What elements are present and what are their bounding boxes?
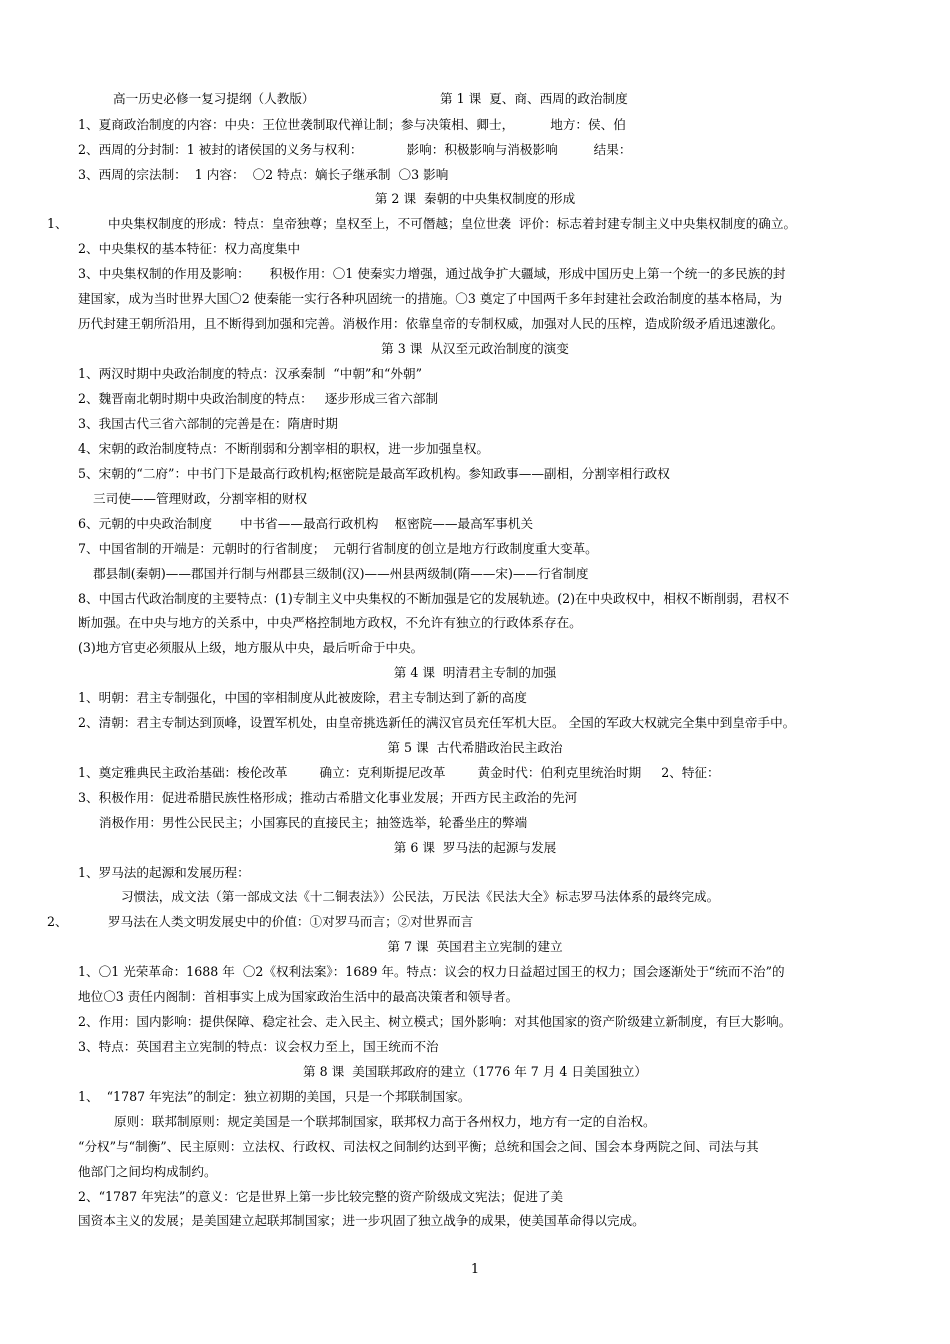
text-line: 消极作用：男性公民民主；小国寡民的直接民主；抽签选举，轮番坐庄的弊端 <box>99 815 528 830</box>
text-line: 8、中国古代政治制度的主要特点：(1)专制主义中央集权的不断加强是它的发展轨迹。(2)在中央政权中，相权不断削弱，君权不 <box>78 591 790 606</box>
text-line: 1、明朝：君主专制强化，中国的宰相制度从此被废除，君主专制达到了新的高度 <box>78 690 527 705</box>
text-line: 历代封建王朝所沿用，且不断得到加强和完善。消极作用：依靠皇帝的专制权威，加强对人民的压榨，造成阶级矛盾迅速激化。 <box>78 316 784 331</box>
text-line: 1、奠定雅典民主政治基础：梭伦改革 确立：克利斯提尼改革 黄金时代：伯利克里统治时期 2、特征： <box>78 765 720 780</box>
text-line: 他部门之间均构成制约。 <box>78 1164 217 1179</box>
text-line: 罗马法在人类文明发展史中的价值：①对罗马而言；②对世界而言 <box>108 914 474 929</box>
text-line: 2、“1787 年宪法”的意义：它是世界上第一步比较完整的资产阶级成文宪法；促进了美 <box>78 1189 564 1204</box>
list-marker: 2、 <box>47 914 68 929</box>
lesson-3-heading: 第 3 课 从汉至元政治制度的演变 <box>381 341 569 356</box>
text-line: 2、作用：国内影响：提供保障、稳定社会、走入民主、树立模式；国外影响：对其他国家的资产阶级建立新制度，有巨大影响。 <box>78 1014 792 1029</box>
text-line: 3、我国古代三省六部制的完善是在：隋唐时期 <box>78 416 338 431</box>
lesson-6-heading: 第 6 课 罗马法的起源与发展 <box>393 840 557 855</box>
text-line: 2、西周的分封制：1 被封的诸侯国的义务与权利： 影响：积极影响与消极影响 结果： <box>78 142 632 157</box>
text-line: 3、积极作用：促进希腊民族性格形成；推动古希腊文化事业发展；开西方民主政治的先河 <box>78 790 578 805</box>
text-line: 国资本主义的发展；是美国建立起联邦制国家；进一步巩固了独立战争的成果，使美国革命得以完成。 <box>78 1213 645 1228</box>
text-line: (3)地方官吏必须服从上级，地方服从中央，最后听命于中央。 <box>78 640 424 655</box>
lesson-2-heading: 第 2 课 秦朝的中央集权制度的形成 <box>374 191 576 206</box>
text-line: 习惯法，成文法（第一部成文法《十二铜表法》）公民法，万民法《民法大全》标志罗马法体系的最终完成。 <box>121 889 720 904</box>
text-line: 3、中央集权制的作用及影响： 积极作用：〇1 使秦实力增强，通过战争扩大疆域，形成中国历史上第一个统一的多民族的封 <box>78 266 786 281</box>
text-line: 3、西周的宗法制： 1 内容： 〇2 特点：嫡长子继承制 〇3 影响 <box>78 167 449 182</box>
text-line: 1、 “1787 年宪法”的制定：独立初期的美国，只是一个邦联制国家。 <box>78 1089 471 1104</box>
lesson-8-heading: 第 8 课 美国联邦政府的建立（1776 年 7 月 4 日美国独立） <box>303 1064 647 1079</box>
text-line: 地位〇3 责任内阁制：首相事实上成为国家政治生活中的最高决策者和领导者。 <box>78 989 519 1004</box>
text-line: 5、宋朝的“二府”：中书门下是最高行政机构;枢密院是最高军政机构。参知政事——副相，分割宰相行政权 <box>78 466 670 481</box>
text-line: “分权”与“制衡”、民主原则：立法权、行政权、司法权之间制约达到平衡；总统和国会之间、国会本身两院之间、司法与其 <box>78 1139 759 1154</box>
text-line: 郡县制(秦朝)——郡国并行制与州郡县三级制(汉)——州县两级制(隋——宋)——行省制度 <box>93 566 589 581</box>
lesson-1-heading: 第 1 课 夏、商、西周的政治制度 <box>440 91 628 106</box>
document-title: 高一历史必修一复习提纲（人教版） <box>113 91 315 106</box>
text-line: 断加强。在中央与地方的关系中，中央严格控制地方政权，不允许有独立的行政体系存在。 <box>78 615 582 630</box>
text-line: 6、元朝的中央政治制度 中书省——最高行政机构 枢密院——最高军事机关 <box>78 516 534 531</box>
text-line: 4、宋朝的政治制度特点：不断削弱和分割宰相的职权，进一步加强皇权。 <box>78 441 490 456</box>
lesson-4-heading: 第 4 课 明清君主专制的加强 <box>393 665 557 680</box>
text-line: 7、中国省制的开端是：元朝时的行省制度； 元朝行省制度的创立是地方行政制度重大变革。 <box>78 541 598 556</box>
text-line: 建国家，成为当时世界大国〇2 使秦能一实行各种巩固统一的措施。〇3 奠定了中国两千多年封建社会政治制度的基本格局，为 <box>78 291 783 306</box>
list-marker: 1、 <box>47 216 68 231</box>
text-line: 2、魏晋南北朝时期中央政治制度的特点： 逐步形成三省六部制 <box>78 391 439 406</box>
text-line: 3、特点：英国君主立宪制的特点：议会权力至上，国王统而不治 <box>78 1039 439 1054</box>
text-line: 1、罗马法的起源和发展历程： <box>78 865 250 880</box>
page-number: 1 <box>470 1262 480 1277</box>
lesson-7-heading: 第 7 课 英国君主立宪制的建立 <box>387 939 563 954</box>
lesson-5-heading: 第 5 课 古代希腊政治民主政治 <box>387 740 563 755</box>
text-line: 原则：联邦制原则：规定美国是一个联邦制国家，联邦权力高于各州权力，地方有一定的自治权。 <box>114 1114 656 1129</box>
text-line: 1、夏商政治制度的内容：中央：王位世袭制取代禅让制；参与决策相、卿士， 地方：侯、伯 <box>78 117 626 132</box>
text-line: 1、两汉时期中央政治制度的特点：汉承秦制 “中朝”和“外朝” <box>78 366 423 381</box>
text-line: 1、〇1 光荣革命：1688 年 〇2《权利法案》：1689 年。特点：议会的权力日益超过国王的权力；国会逐渐处于“统而不治”的 <box>78 964 785 979</box>
text-line: 2、中央集权的基本特征：权力高度集中 <box>78 241 301 256</box>
text-line: 中央集权制度的形成：特点：皇帝独尊；皇权至上，不可僭越；皇位世袭 评价：标志着封建专制主义中央集权制度的确立。 <box>108 216 797 231</box>
text-line: 三司使——管理财政，分割宰相的财权 <box>93 491 308 506</box>
text-line: 2、清朝：君主专制达到顶峰，设置军机处，由皇帝挑选新任的满汉官员充任军机大臣。 全国的军政大权就完全集中到皇帝手中。 <box>78 715 796 730</box>
